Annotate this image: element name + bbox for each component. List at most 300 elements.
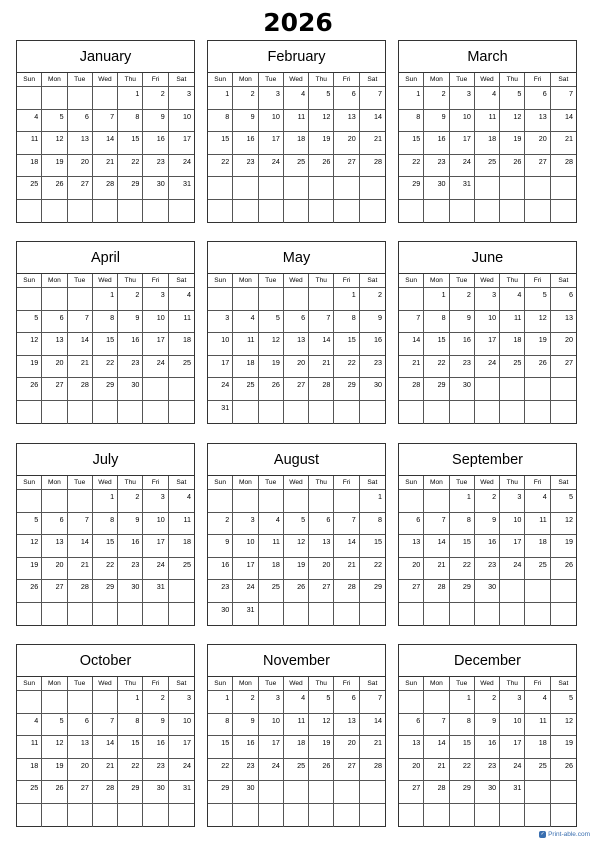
empty-day-cell [334,603,359,626]
day-cell: 24 [233,580,258,603]
day-cell: 4 [169,288,194,311]
day-cell: 15 [450,736,475,759]
day-cell: 20 [284,356,309,379]
day-cell: 14 [424,535,449,558]
weekday-header: Thu [118,476,143,490]
day-cell: 30 [475,580,500,603]
day-cell: 7 [424,714,449,737]
empty-day-cell [284,781,309,804]
day-cell: 13 [284,333,309,356]
day-cell: 15 [93,535,118,558]
empty-day-cell [208,177,233,200]
day-cell: 24 [169,759,194,782]
empty-day-cell [399,200,424,223]
month-title: June [399,242,576,274]
day-cell: 10 [143,513,168,536]
empty-day-cell [143,603,168,626]
empty-day-cell [525,781,550,804]
day-cell: 9 [143,110,168,133]
empty-day-cell [233,804,258,827]
day-cell: 25 [169,356,194,379]
month-march [398,40,577,223]
month-january [16,40,195,223]
day-cell: 25 [259,580,284,603]
weekday-header: Tue [68,274,93,288]
day-cell: 11 [17,736,42,759]
day-cell: 8 [399,110,424,133]
empty-day-cell [500,804,525,827]
empty-day-cell [551,177,576,200]
weekday-header: Tue [259,73,284,87]
day-cell: 3 [208,311,233,334]
day-cell: 21 [424,759,449,782]
day-cell: 4 [475,87,500,110]
day-cell: 20 [551,333,576,356]
empty-day-cell [143,378,168,401]
weekday-header: Sun [17,73,42,87]
day-cell: 15 [118,132,143,155]
month-day-grid [17,677,194,827]
weekday-header: Sun [17,476,42,490]
day-cell: 27 [309,580,334,603]
day-cell: 21 [551,132,576,155]
empty-day-cell [143,804,168,827]
day-cell: 17 [500,736,525,759]
weekday-header: Sun [208,677,233,691]
month-title: March [399,41,576,73]
day-cell: 22 [424,356,449,379]
day-cell: 5 [17,513,42,536]
empty-day-cell [68,490,93,513]
day-cell: 15 [399,132,424,155]
weekday-header: Thu [118,677,143,691]
day-cell: 26 [551,558,576,581]
day-cell: 26 [259,378,284,401]
day-cell: 19 [284,558,309,581]
empty-day-cell [169,580,194,603]
empty-day-cell [399,691,424,714]
month-may [207,241,386,424]
weekday-header: Tue [68,476,93,490]
empty-day-cell [424,200,449,223]
day-cell: 16 [118,535,143,558]
day-cell: 21 [360,736,385,759]
day-cell: 22 [118,155,143,178]
day-cell: 13 [68,132,93,155]
empty-day-cell [118,200,143,223]
day-cell: 24 [500,558,525,581]
day-cell: 30 [118,580,143,603]
empty-day-cell [551,603,576,626]
month-september [398,443,577,626]
day-cell: 18 [500,333,525,356]
empty-day-cell [309,603,334,626]
empty-day-cell [17,603,42,626]
weekday-header: Fri [525,73,550,87]
day-cell: 4 [259,513,284,536]
day-cell: 5 [551,490,576,513]
weekday-header: Thu [500,677,525,691]
day-cell: 28 [93,781,118,804]
day-cell: 25 [475,155,500,178]
day-cell: 16 [360,333,385,356]
year-title: 2026 [263,8,333,37]
day-cell: 3 [169,691,194,714]
day-cell: 11 [284,714,309,737]
footer-logo [539,831,590,838]
weekday-header: Sat [551,73,576,87]
day-cell: 1 [450,490,475,513]
day-cell: 28 [360,155,385,178]
day-cell: 20 [68,155,93,178]
day-cell: 5 [17,311,42,334]
day-cell: 11 [475,110,500,133]
day-cell: 2 [360,288,385,311]
day-cell: 28 [309,378,334,401]
day-cell: 2 [118,288,143,311]
day-cell: 23 [143,155,168,178]
month-day-grid [399,476,576,626]
day-cell: 18 [475,132,500,155]
day-cell: 27 [284,378,309,401]
day-cell: 29 [118,781,143,804]
weekday-header: Thu [309,476,334,490]
day-cell: 12 [500,110,525,133]
day-cell: 2 [233,87,258,110]
day-cell: 5 [309,691,334,714]
day-cell: 22 [334,356,359,379]
empty-day-cell [17,200,42,223]
day-cell: 10 [450,110,475,133]
day-cell: 26 [17,378,42,401]
day-cell: 26 [500,155,525,178]
empty-day-cell [233,401,258,424]
day-cell: 4 [525,691,550,714]
empty-day-cell [118,401,143,424]
empty-day-cell [551,200,576,223]
day-cell: 23 [118,356,143,379]
day-cell: 1 [93,490,118,513]
day-cell: 1 [450,691,475,714]
day-cell: 5 [42,714,67,737]
day-cell: 13 [525,110,550,133]
weekday-header: Wed [284,677,309,691]
day-cell: 17 [259,132,284,155]
day-cell: 19 [525,333,550,356]
day-cell: 30 [118,378,143,401]
weekday-header: Mon [424,73,449,87]
empty-day-cell [68,603,93,626]
day-cell: 24 [143,558,168,581]
day-cell: 9 [233,714,258,737]
day-cell: 15 [360,535,385,558]
day-cell: 11 [259,535,284,558]
day-cell: 15 [424,333,449,356]
empty-day-cell [309,177,334,200]
day-cell: 7 [399,311,424,334]
weekday-header: Wed [475,677,500,691]
empty-day-cell [42,490,67,513]
day-cell: 30 [208,603,233,626]
day-cell: 2 [450,288,475,311]
day-cell: 11 [525,513,550,536]
weekday-header: Mon [42,73,67,87]
day-cell: 23 [475,558,500,581]
empty-day-cell [259,177,284,200]
empty-day-cell [551,804,576,827]
weekday-header: Wed [93,73,118,87]
day-cell: 20 [334,736,359,759]
day-cell: 26 [551,759,576,782]
weekday-header: Mon [233,73,258,87]
empty-day-cell [208,200,233,223]
day-cell: 4 [17,714,42,737]
day-cell: 18 [284,132,309,155]
weekday-header: Sun [17,677,42,691]
day-cell: 8 [118,110,143,133]
day-cell: 4 [233,311,258,334]
weekday-header: Mon [42,677,67,691]
empty-day-cell [284,804,309,827]
empty-day-cell [309,401,334,424]
day-cell: 19 [17,558,42,581]
empty-day-cell [259,200,284,223]
day-cell: 26 [525,356,550,379]
weekday-header: Sat [551,476,576,490]
day-cell: 7 [93,714,118,737]
month-day-grid [17,274,194,424]
empty-day-cell [500,378,525,401]
empty-day-cell [309,804,334,827]
day-cell: 30 [475,781,500,804]
weekday-header: Wed [475,274,500,288]
day-cell: 17 [450,132,475,155]
day-cell: 13 [334,110,359,133]
day-cell: 21 [68,558,93,581]
weekday-header: Thu [309,73,334,87]
weekday-header: Sun [399,274,424,288]
day-cell: 2 [233,691,258,714]
day-cell: 23 [424,155,449,178]
weekday-header: Fri [143,476,168,490]
day-cell: 21 [68,356,93,379]
weekday-header: Fri [334,677,359,691]
day-cell: 12 [17,333,42,356]
day-cell: 14 [93,736,118,759]
day-cell: 6 [525,87,550,110]
day-cell: 17 [143,535,168,558]
empty-day-cell [284,603,309,626]
day-cell: 5 [500,87,525,110]
empty-day-cell [424,804,449,827]
day-cell: 15 [208,132,233,155]
day-cell: 6 [42,311,67,334]
weekday-header: Wed [284,476,309,490]
day-cell: 6 [551,288,576,311]
day-cell: 21 [309,356,334,379]
day-cell: 5 [284,513,309,536]
day-cell: 25 [233,378,258,401]
empty-day-cell [284,288,309,311]
weekday-header: Sun [399,476,424,490]
weekday-header: Tue [68,677,93,691]
day-cell: 14 [360,714,385,737]
day-cell: 23 [233,155,258,178]
empty-day-cell [93,401,118,424]
day-cell: 20 [334,132,359,155]
day-cell: 27 [334,155,359,178]
day-cell: 22 [208,155,233,178]
empty-day-cell [143,401,168,424]
day-cell: 23 [450,356,475,379]
day-cell: 14 [68,535,93,558]
empty-day-cell [450,200,475,223]
day-cell: 12 [284,535,309,558]
weekday-header: Thu [500,274,525,288]
day-cell: 10 [143,311,168,334]
day-cell: 20 [399,759,424,782]
day-cell: 14 [334,535,359,558]
day-cell: 25 [525,558,550,581]
day-cell: 25 [500,356,525,379]
day-cell: 28 [68,378,93,401]
day-cell: 3 [259,87,284,110]
weekday-header: Wed [284,274,309,288]
weekday-header: Sun [17,274,42,288]
day-cell: 8 [450,513,475,536]
weekday-header: Sun [399,73,424,87]
day-cell: 23 [143,759,168,782]
day-cell: 3 [169,87,194,110]
day-cell: 20 [42,356,67,379]
day-cell: 3 [233,513,258,536]
day-cell: 10 [475,311,500,334]
empty-day-cell [233,288,258,311]
day-cell: 22 [93,558,118,581]
empty-day-cell [475,401,500,424]
weekday-header: Sat [360,476,385,490]
day-cell: 28 [424,580,449,603]
day-cell: 24 [143,356,168,379]
empty-day-cell [93,804,118,827]
empty-day-cell [334,200,359,223]
weekday-header: Fri [525,476,550,490]
day-cell: 26 [284,580,309,603]
empty-day-cell [424,401,449,424]
day-cell: 12 [17,535,42,558]
month-title: December [399,645,576,677]
day-cell: 12 [309,714,334,737]
empty-day-cell [475,177,500,200]
day-cell: 9 [360,311,385,334]
day-cell: 26 [42,177,67,200]
day-cell: 10 [169,110,194,133]
day-cell: 7 [93,110,118,133]
day-cell: 13 [334,714,359,737]
day-cell: 1 [208,87,233,110]
day-cell: 24 [500,759,525,782]
month-title: May [208,242,385,274]
empty-day-cell [475,378,500,401]
day-cell: 5 [42,110,67,133]
day-cell: 5 [309,87,334,110]
weekday-header: Tue [450,73,475,87]
day-cell: 18 [169,535,194,558]
day-cell: 17 [143,333,168,356]
empty-day-cell [450,401,475,424]
month-november [207,644,386,827]
day-cell: 14 [399,333,424,356]
day-cell: 12 [259,333,284,356]
empty-day-cell [334,401,359,424]
weekday-header: Fri [143,274,168,288]
day-cell: 1 [208,691,233,714]
empty-day-cell [450,603,475,626]
weekday-header: Tue [450,677,475,691]
day-cell: 7 [68,513,93,536]
empty-day-cell [17,288,42,311]
empty-day-cell [68,401,93,424]
day-cell: 12 [42,736,67,759]
day-cell: 24 [475,356,500,379]
day-cell: 2 [208,513,233,536]
weekday-header: Fri [525,677,550,691]
weekday-header: Fri [143,677,168,691]
day-cell: 29 [334,378,359,401]
day-cell: 3 [500,490,525,513]
month-title: November [208,645,385,677]
month-day-grid [399,274,576,424]
day-cell: 25 [17,781,42,804]
day-cell: 17 [169,132,194,155]
month-october [16,644,195,827]
day-cell: 15 [334,333,359,356]
day-cell: 1 [424,288,449,311]
day-cell: 19 [17,356,42,379]
empty-day-cell [525,804,550,827]
day-cell: 27 [334,759,359,782]
day-cell: 11 [500,311,525,334]
day-cell: 12 [42,132,67,155]
day-cell: 7 [309,311,334,334]
day-cell: 9 [208,535,233,558]
day-cell: 31 [208,401,233,424]
month-june [398,241,577,424]
day-cell: 3 [143,490,168,513]
day-cell: 28 [93,177,118,200]
empty-day-cell [68,288,93,311]
day-cell: 5 [551,691,576,714]
empty-day-cell [551,401,576,424]
weekday-header: Thu [118,274,143,288]
day-cell: 3 [450,87,475,110]
day-cell: 9 [475,714,500,737]
day-cell: 27 [68,177,93,200]
weekday-header: Tue [450,274,475,288]
empty-day-cell [551,378,576,401]
day-cell: 11 [284,110,309,133]
month-day-grid [208,677,385,827]
day-cell: 4 [500,288,525,311]
empty-day-cell [309,288,334,311]
day-cell: 1 [360,490,385,513]
empty-day-cell [551,580,576,603]
day-cell: 14 [93,132,118,155]
empty-day-cell [169,804,194,827]
day-cell: 25 [525,759,550,782]
day-cell: 16 [143,736,168,759]
month-title: February [208,41,385,73]
